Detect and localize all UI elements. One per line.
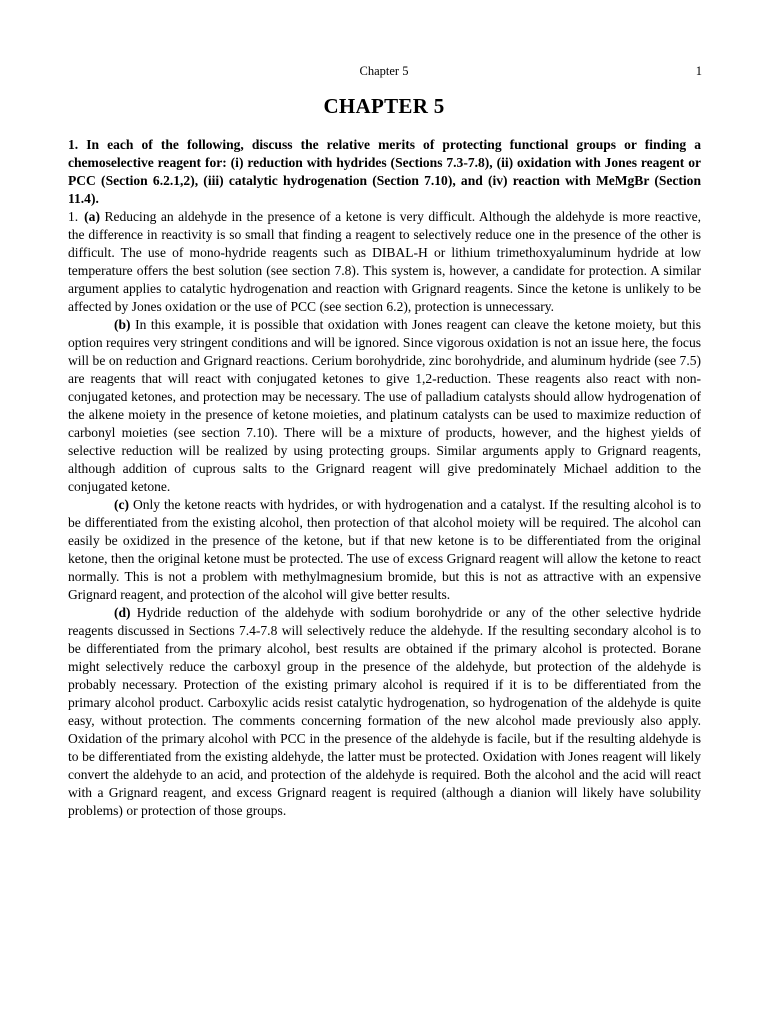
part-d-label: (d) xyxy=(114,605,131,620)
part-d-text: Hydride reduction of the aldehyde with sodium borohydride or any of the other selective hydride reagents discussed in Sections 7.4-7.8 will selectively reduce the aldehyde. If the resulting secondary alcohol is to be differentiated from the primary alcohol, best results are obtained if the primary alcohol is protected. Borane might selectively reduce the carboxyl group in the presence of the aldehyde, but protection of the aldehyde is probably necessary. Protection of the existing primary alcohol is required if it is to be differentiated from the primary alcohol product. Carboxylic acids resist catalytic hydrogenation, so hydrogenation of the aldehyde is quite easy, without protection. The comments concerning formation of the new alcohol made previously also apply. Oxidation of the primary alcohol with PCC in the presence of the aldehyde is facile, but if the resulting aldehyde is to be differentiated from the existing aldehyde, the latter must be protected. Oxidation with Jones reagent will likely convert the aldehyde to an acid, and protection of the aldehyde is required. Both the alcohol and the acid will react with a Grignard reagent, and excess Grignard reagent is required (although a dianion will likely have solubility problems) or protection of those groups. xyxy=(68,605,701,818)
page-number: 1 xyxy=(695,64,702,78)
chapter-title: CHAPTER 5 xyxy=(323,94,445,118)
part-b-label: (b) xyxy=(114,317,131,332)
part-a-text: Reducing an aldehyde in the presence of a ketone is very difficult. Although the aldehyde is more reactive, the difference in reactivity is so small that finding a reagent to selectively reduce one in the presence of the other is difficult. The use of mono-hydride reagents such as DIBAL-H or lithium trimethoxyaluminum hydride at low temperature offers the best solution (see section 7.8). This system is, however, a candidate for protection. A similar argument applies to catalytic hydrogenation and reaction with Grignard reagents. Since the ketone is unlikely to be affected by Jones oxidation or the use of PCC (see section 6.2), protection is unnecessary. xyxy=(68,209,701,314)
answer-number: 1. xyxy=(68,209,79,224)
part-c-text: Only the ketone reacts with hydrides, or with hydrogenation and a catalyst. If the resulting alcohol is to be differentiated from the existing alcohol, then protection of that alcohol moiety will be required. The alcohol can easily be oxidized in the presence of the ketone, but if that new ketone is to be differentiated from the original ketone, then the original ketone must be protected. The use of excess Grignard reagent will allow the ketone to react normally. This is not a problem with methylmagnesium bromide, but this is not as attractive with an expensive Grignard reagent, and protection of the alcohol will give better results. xyxy=(68,497,702,602)
part-c-label: (c) xyxy=(114,497,130,512)
answer-part-d xyxy=(68,604,701,820)
part-a-label: (a) xyxy=(84,209,100,224)
running-header xyxy=(66,64,702,80)
answer-part-b xyxy=(68,316,701,496)
document-body xyxy=(68,136,701,820)
question-text: 1. In each of the following, discuss the relative merits of protecting functional groups or finding a chemoselective reagent for: (i) reduction with hydrides (Sections 7.3-7.8), (ii) oxidation with Jones reagent or PCC (Section 6.2.1,2), (iii) catalytic hydrogenation (Section 7.10), and (iv) reaction with MeMgBr (Section 11.4). xyxy=(68,137,701,206)
part-b-text: In this example, it is possible that oxidation with Jones reagent can cleave the ketone moiety, but this option requires very stringent conditions and will be ignored. Since vigorous oxidation is not an issue here, the focus will be on reduction and Grignard reactions. Cerium borohydride, zinc borohydride, and aluminum hydride (see 7.5) are reagents that will react with conjugated ketones to give 1,2-reduction. These reagents also react with non-conjugated ketones, and protection may be necessary. The use of palladium catalysts should allow hydrogenation of the alkene moiety in the presence of ketone moieties, and platinum catalysts can be used to maximize reduction of carbonyl moieties (see section 7.10). There will be a mixture of products, however, and the highest yields of selective reduction will be realized by using protecting groups. Similar arguments apply to Grignard reagents, although addition of cuprous salts to the Grignard reagent will give predominately Michael addition to the conjugated ketone. xyxy=(68,317,701,494)
answer-part-a xyxy=(68,208,701,316)
answer-part-c xyxy=(68,496,701,604)
running-title: Chapter 5 xyxy=(359,64,409,78)
